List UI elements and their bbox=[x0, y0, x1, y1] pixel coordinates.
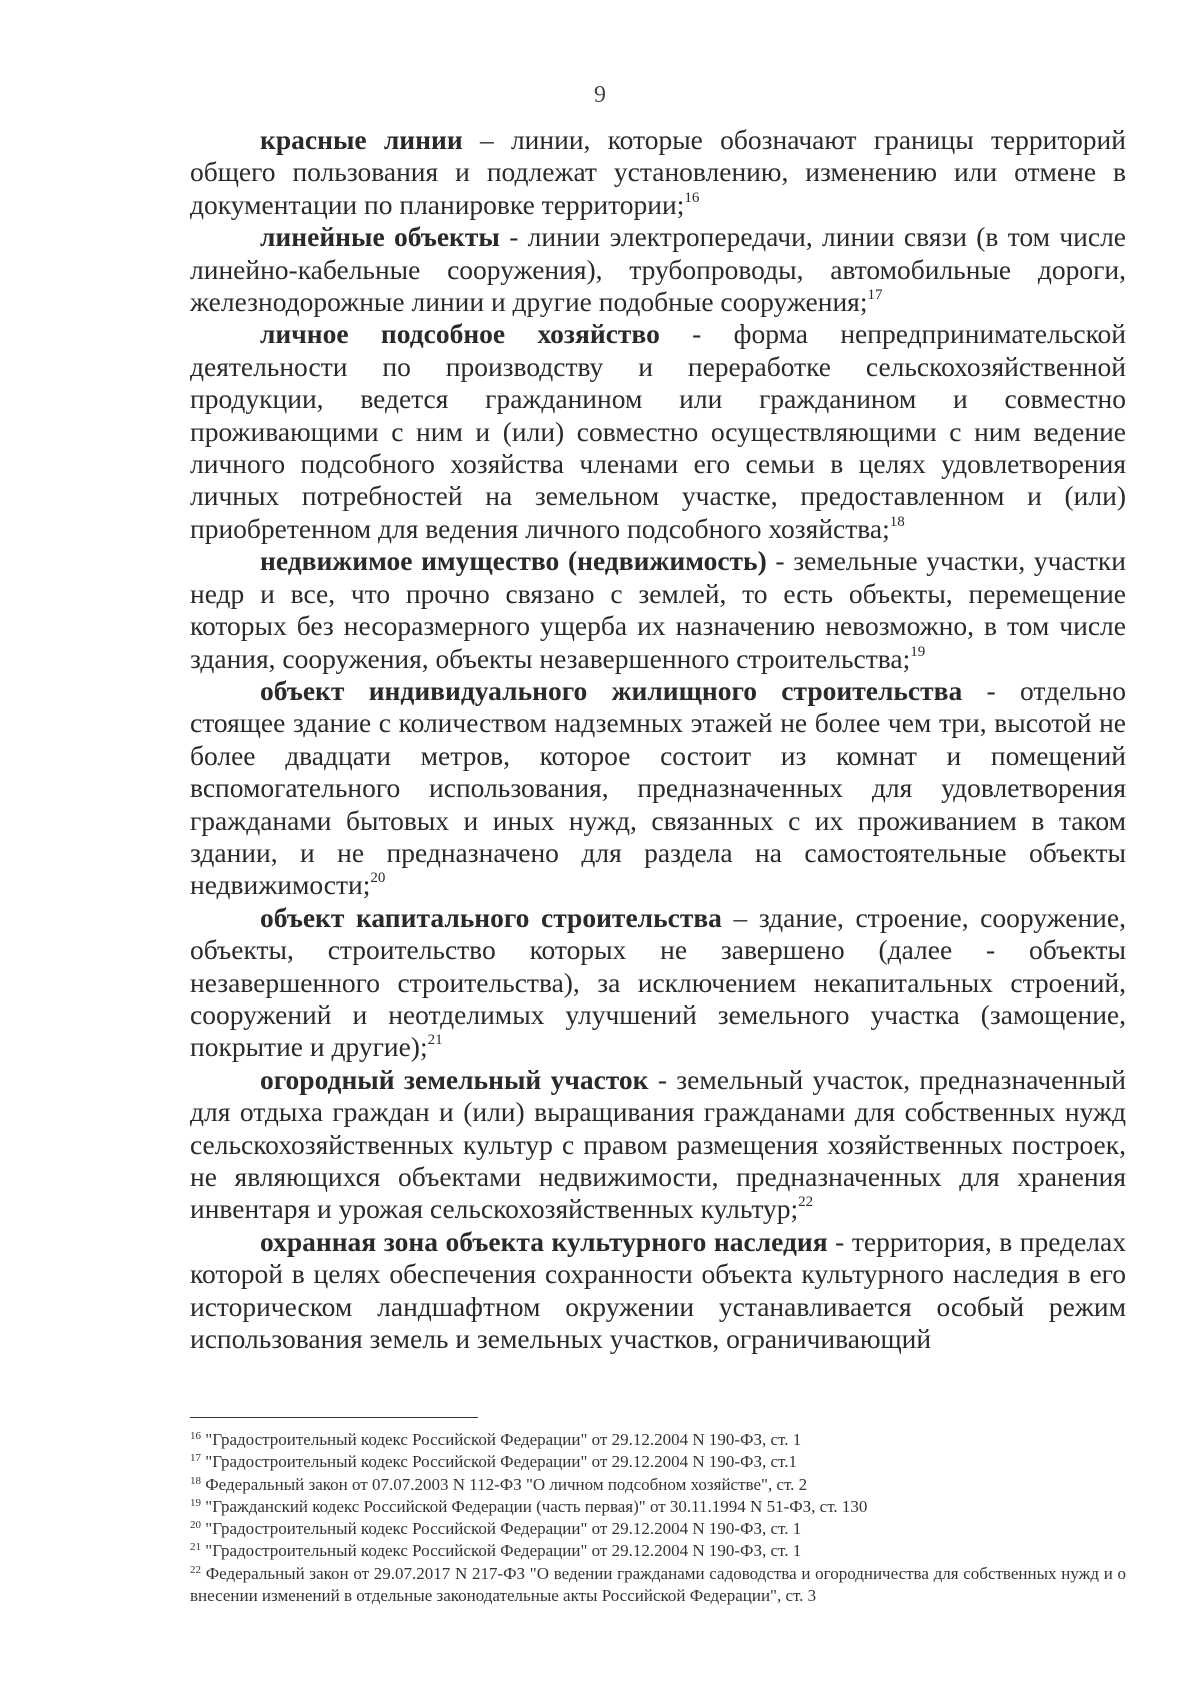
footnote-text: Федеральный закон от 29.07.2017 N 217-ФЗ "О ведении гражданами садоводства и огородничества для собственных нужд и о внесении изменений в отдельные законодательные акты Российской Федерации", ст. 3 bbox=[190, 1563, 1126, 1606]
defined-term: недвижимое имущество (недвижимость) bbox=[260, 545, 767, 577]
document-body bbox=[190, 124, 1126, 1355]
footnote-reference: 22 bbox=[798, 1194, 814, 1211]
footnotes bbox=[190, 1429, 1126, 1607]
footnote-number: 18 bbox=[190, 1474, 201, 1487]
footnote-number: 16 bbox=[190, 1430, 201, 1442]
definition-paragraph bbox=[190, 1064, 1126, 1226]
footnote-text: "Градостроительный кодекс Российской Федерации" от 29.12.2004 N 190-ФЗ, ст. 1 bbox=[201, 1430, 802, 1449]
definition-paragraph bbox=[190, 1226, 1126, 1356]
footnote-reference: 18 bbox=[889, 513, 905, 530]
footnote bbox=[190, 1518, 1126, 1540]
footnote-text: "Градостроительный кодекс Российской Федерации" от 29.12.2004 N 190-ФЗ, ст. 1 bbox=[201, 1519, 802, 1539]
footnote-text: "Градостроительный кодекс Российской Федерации" от 29.12.2004 N 190-ФЗ, ст. 1 bbox=[201, 1541, 802, 1561]
definition-text: - линии электропередачи, линии связи (в том числе линейно-кабельные сооружения), трубопроводы, автомобильные дороги, железнодорожные линии и другие подобные сооружения; bbox=[190, 221, 1127, 318]
footnote bbox=[190, 1563, 1126, 1608]
defined-term: объект капитального строительства bbox=[260, 901, 722, 933]
footnote-number: 21 bbox=[190, 1541, 201, 1554]
footnote bbox=[190, 1429, 1126, 1451]
definition-paragraph bbox=[190, 545, 1126, 675]
footnote-text: Федеральный закон от 07.07.2003 N 112-ФЗ "О личном подсобном хозяйстве", ст. 2 bbox=[201, 1474, 808, 1494]
footnote-text: "Гражданский кодекс Российской Федерации (часть первая)" от 30.11.1994 N 51-ФЗ, ст. 130 bbox=[201, 1496, 868, 1516]
definition-paragraph bbox=[190, 124, 1126, 221]
footnote-text: "Градостроительный кодекс Российской Федерации" от 29.12.2004 N 190-ФЗ, ст.1 bbox=[201, 1452, 797, 1472]
definition-text: - земельный участок, предназначенный для отдыха граждан и (или) выращивания гражданами для собственных нужд сельскохозяйственных культур с правом размещения хозяйственных построек, не являющихся объектами недвижимости, предназначенных для хранения инвентаря и урожая сельскохозяйственных культур; bbox=[190, 1063, 1126, 1225]
definition-text: - отдельно стоящее здание с количеством надземных этажей не более чем три, высотой не более двадцати метров, которое состоит из комнат и помещений вспомогательного использования, предназначенных для удовлетворения гражданами бытовых и иных нужд, связанных с их проживанием в таком здании, и не предназначено для раздела на самостоятельные объекты недвижимости; bbox=[190, 674, 1126, 901]
defined-term: красные линии bbox=[260, 124, 463, 155]
footnote-reference: 16 bbox=[684, 189, 700, 206]
footnote-reference: 21 bbox=[427, 1032, 443, 1049]
defined-term: огородный земельный участок bbox=[260, 1063, 649, 1095]
footnote bbox=[190, 1474, 1126, 1496]
definition-paragraph bbox=[190, 902, 1126, 1064]
definition-paragraph bbox=[190, 675, 1126, 902]
defined-term: личное подсобное хозяйство bbox=[260, 318, 660, 350]
defined-term: линейные объекты bbox=[260, 221, 500, 253]
footnote bbox=[190, 1540, 1126, 1562]
defined-term: объект индивидуального жилищного строительства bbox=[260, 674, 963, 706]
footnote-reference: 20 bbox=[370, 870, 386, 887]
footnote-number: 17 bbox=[190, 1452, 201, 1465]
footnote-number: 19 bbox=[190, 1496, 201, 1509]
definition-paragraph bbox=[190, 221, 1126, 318]
definition-text: - форма непредпринимательской деятельности по производству и переработке сельскохозяйственной продукции, ведется гражданином или гражданином и совместно проживающими с ним и (или) совместно осуществляющими с ним ведение личного подсобного хозяйства членами его семьи в целях удовлетворения личных потребностей на земельном участке, предоставленном и (или) приобретенном для ведения личного подсобного хозяйства; bbox=[190, 318, 1127, 544]
definition-text: - территория, в пределах которой в целях обеспечения сохранности объекта культурного наследия в его историческом ландшафтном окружении устанавливается особый режим использования земель и земельных участков, ограничивающий bbox=[190, 1225, 1126, 1355]
definition-text: - земельные участки, участки недр и все, что прочно связано с землей, то есть объекты, перемещение которых без несоразмерного ущерба их назначению невозможно, в том числе здания, сооружения, объекты незавершенного строительства; bbox=[190, 545, 1126, 674]
definition-paragraph bbox=[190, 318, 1126, 545]
page-number: 9 bbox=[594, 82, 606, 108]
footnote-reference: 17 bbox=[867, 287, 883, 304]
defined-term: охранная зона объекта культурного наследия bbox=[260, 1225, 828, 1257]
footnote-separator bbox=[190, 1417, 478, 1418]
footnote bbox=[190, 1451, 1126, 1473]
definition-text: – линии, которые обозначают границы территорий общего пользования и подлежат установлению, изменению или отмене в документации по планировке территории; bbox=[190, 124, 1126, 220]
footnote-number: 20 bbox=[190, 1519, 201, 1532]
footnote-reference: 19 bbox=[910, 643, 926, 660]
definition-text: – здание, строение, сооружение, объекты, строительство которых не завершено (далее - объекты незавершенного строительства), за исключением некапитальных строений, сооружений и неотделимых улучшений земельного участка (замощение, покрытие и другие); bbox=[190, 901, 1126, 1063]
footnote-number: 22 bbox=[190, 1563, 201, 1576]
footnote bbox=[190, 1496, 1126, 1518]
